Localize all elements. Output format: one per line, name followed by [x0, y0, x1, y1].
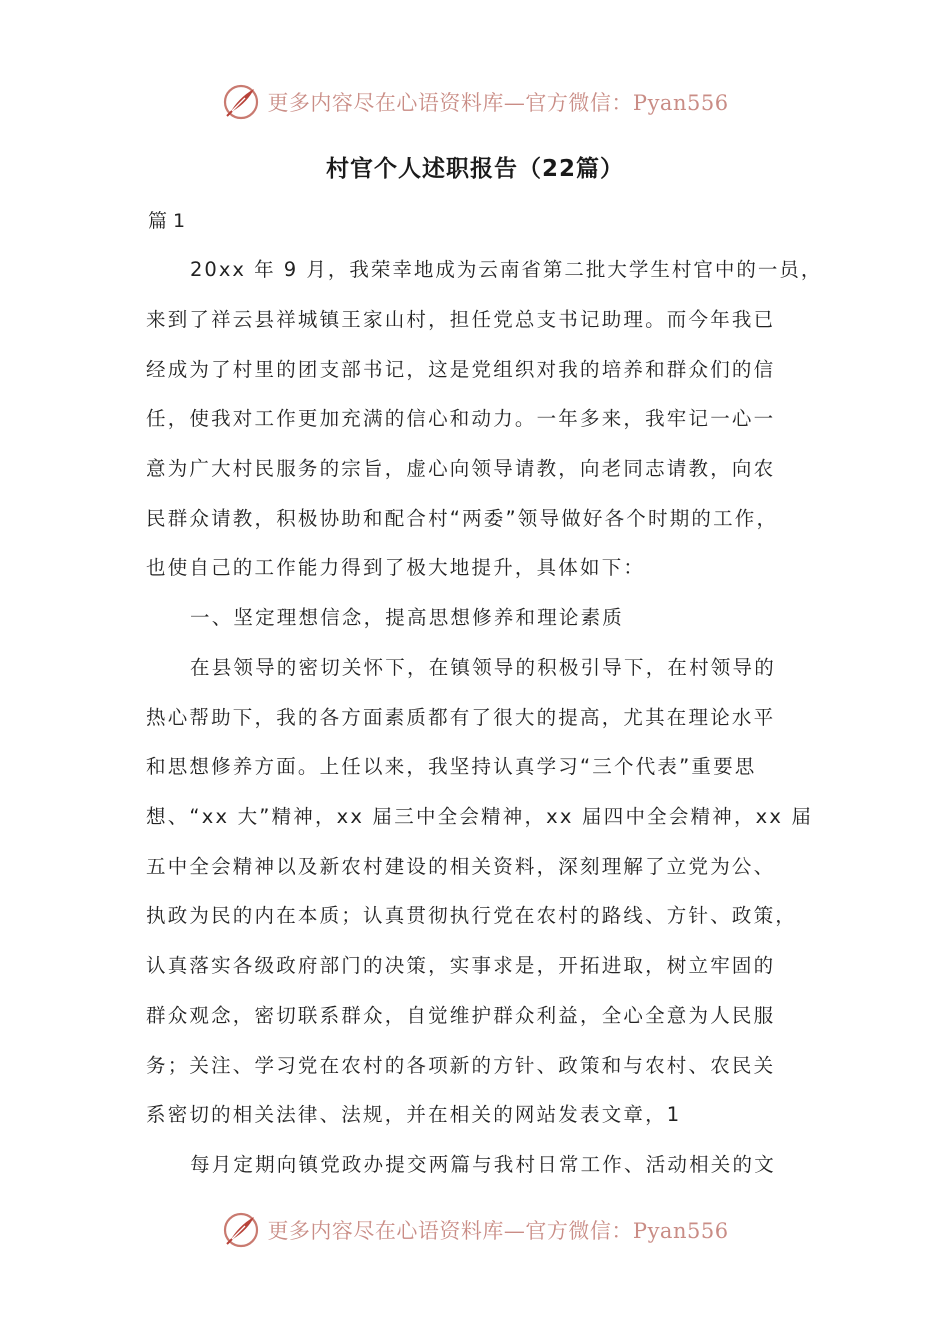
body-line: 民群众请教，积极协助和配合村“两委”领导做好各个时期的工作，: [146, 507, 779, 530]
document-title: 村官个人述职报告（22篇）: [325, 156, 624, 182]
body-line: 也使自己的工作能力得到了极大地提升，具体如下：: [146, 556, 646, 579]
footer-watermark: [0, 1208, 950, 1252]
section-label: 篇 1: [148, 210, 186, 232]
body-line: 群众观念，密切联系群众，自觉维护群众利益，全心全意为人民服: [146, 1004, 776, 1027]
body-line: 每月定期向镇党政办提交两篇与我村日常工作、活动相关的文: [190, 1153, 776, 1176]
body-line: 任，使我对工作更加充满的信心和动力。一年多来，我牢记一心一: [146, 407, 776, 430]
body-line: 务；关注、学习党在农村的各项新的方针、政策和与农村、农民关: [146, 1054, 776, 1077]
body-line: 意为广大村民服务的宗旨，虚心向领导请教，向老同志请教，向农: [146, 457, 776, 480]
body-line: 想、“xx 大”精神，xx 届三中全会精神，xx 届四中全会精神，xx 届: [146, 805, 814, 828]
section-heading: 一、坚定理想信念，提高思想修养和理论素质: [190, 606, 625, 629]
header-watermark: [0, 80, 950, 124]
watermark-text: 更多内容尽在心语资料库—官方微信：Pyan556: [267, 1219, 729, 1243]
body-line: 20xx 年 9 月，我荣幸地成为云南省第二批大学生村官中的一员，: [190, 258, 823, 281]
watermark-text: 更多内容尽在心语资料库—官方微信：Pyan556: [267, 91, 729, 115]
feather-quill-logo-icon: [221, 82, 261, 122]
body-line: 热心帮助下，我的各方面素质都有了很大的提高，尤其在理论水平: [146, 706, 776, 729]
body-line: 在县领导的密切关怀下，在镇领导的积极引导下，在村领导的: [190, 656, 776, 679]
body-line: 认真落实各级政府部门的决策，实事求是，开拓进取，树立牢固的: [146, 954, 776, 977]
body-line: 系密切的相关法律、法规，并在相关的网站发表文章，1: [146, 1103, 682, 1126]
body-line: 五中全会精神以及新农村建设的相关资料，深刻理解了立党为公、: [146, 855, 776, 878]
body-line: 执政为民的内在本质；认真贯彻执行党在农村的路线、方针、政策，: [146, 904, 798, 927]
body-line: 经成为了村里的团支部书记，这是党组织对我的培养和群众们的信: [146, 358, 776, 381]
feather-quill-logo-icon: [221, 1210, 261, 1250]
body-line: 来到了祥云县祥城镇王家山村，担任党总支书记助理。而今年我已: [146, 308, 776, 331]
body-line: 和思想修养方面。上任以来，我坚持认真学习“三个代表”重要思: [146, 755, 757, 778]
